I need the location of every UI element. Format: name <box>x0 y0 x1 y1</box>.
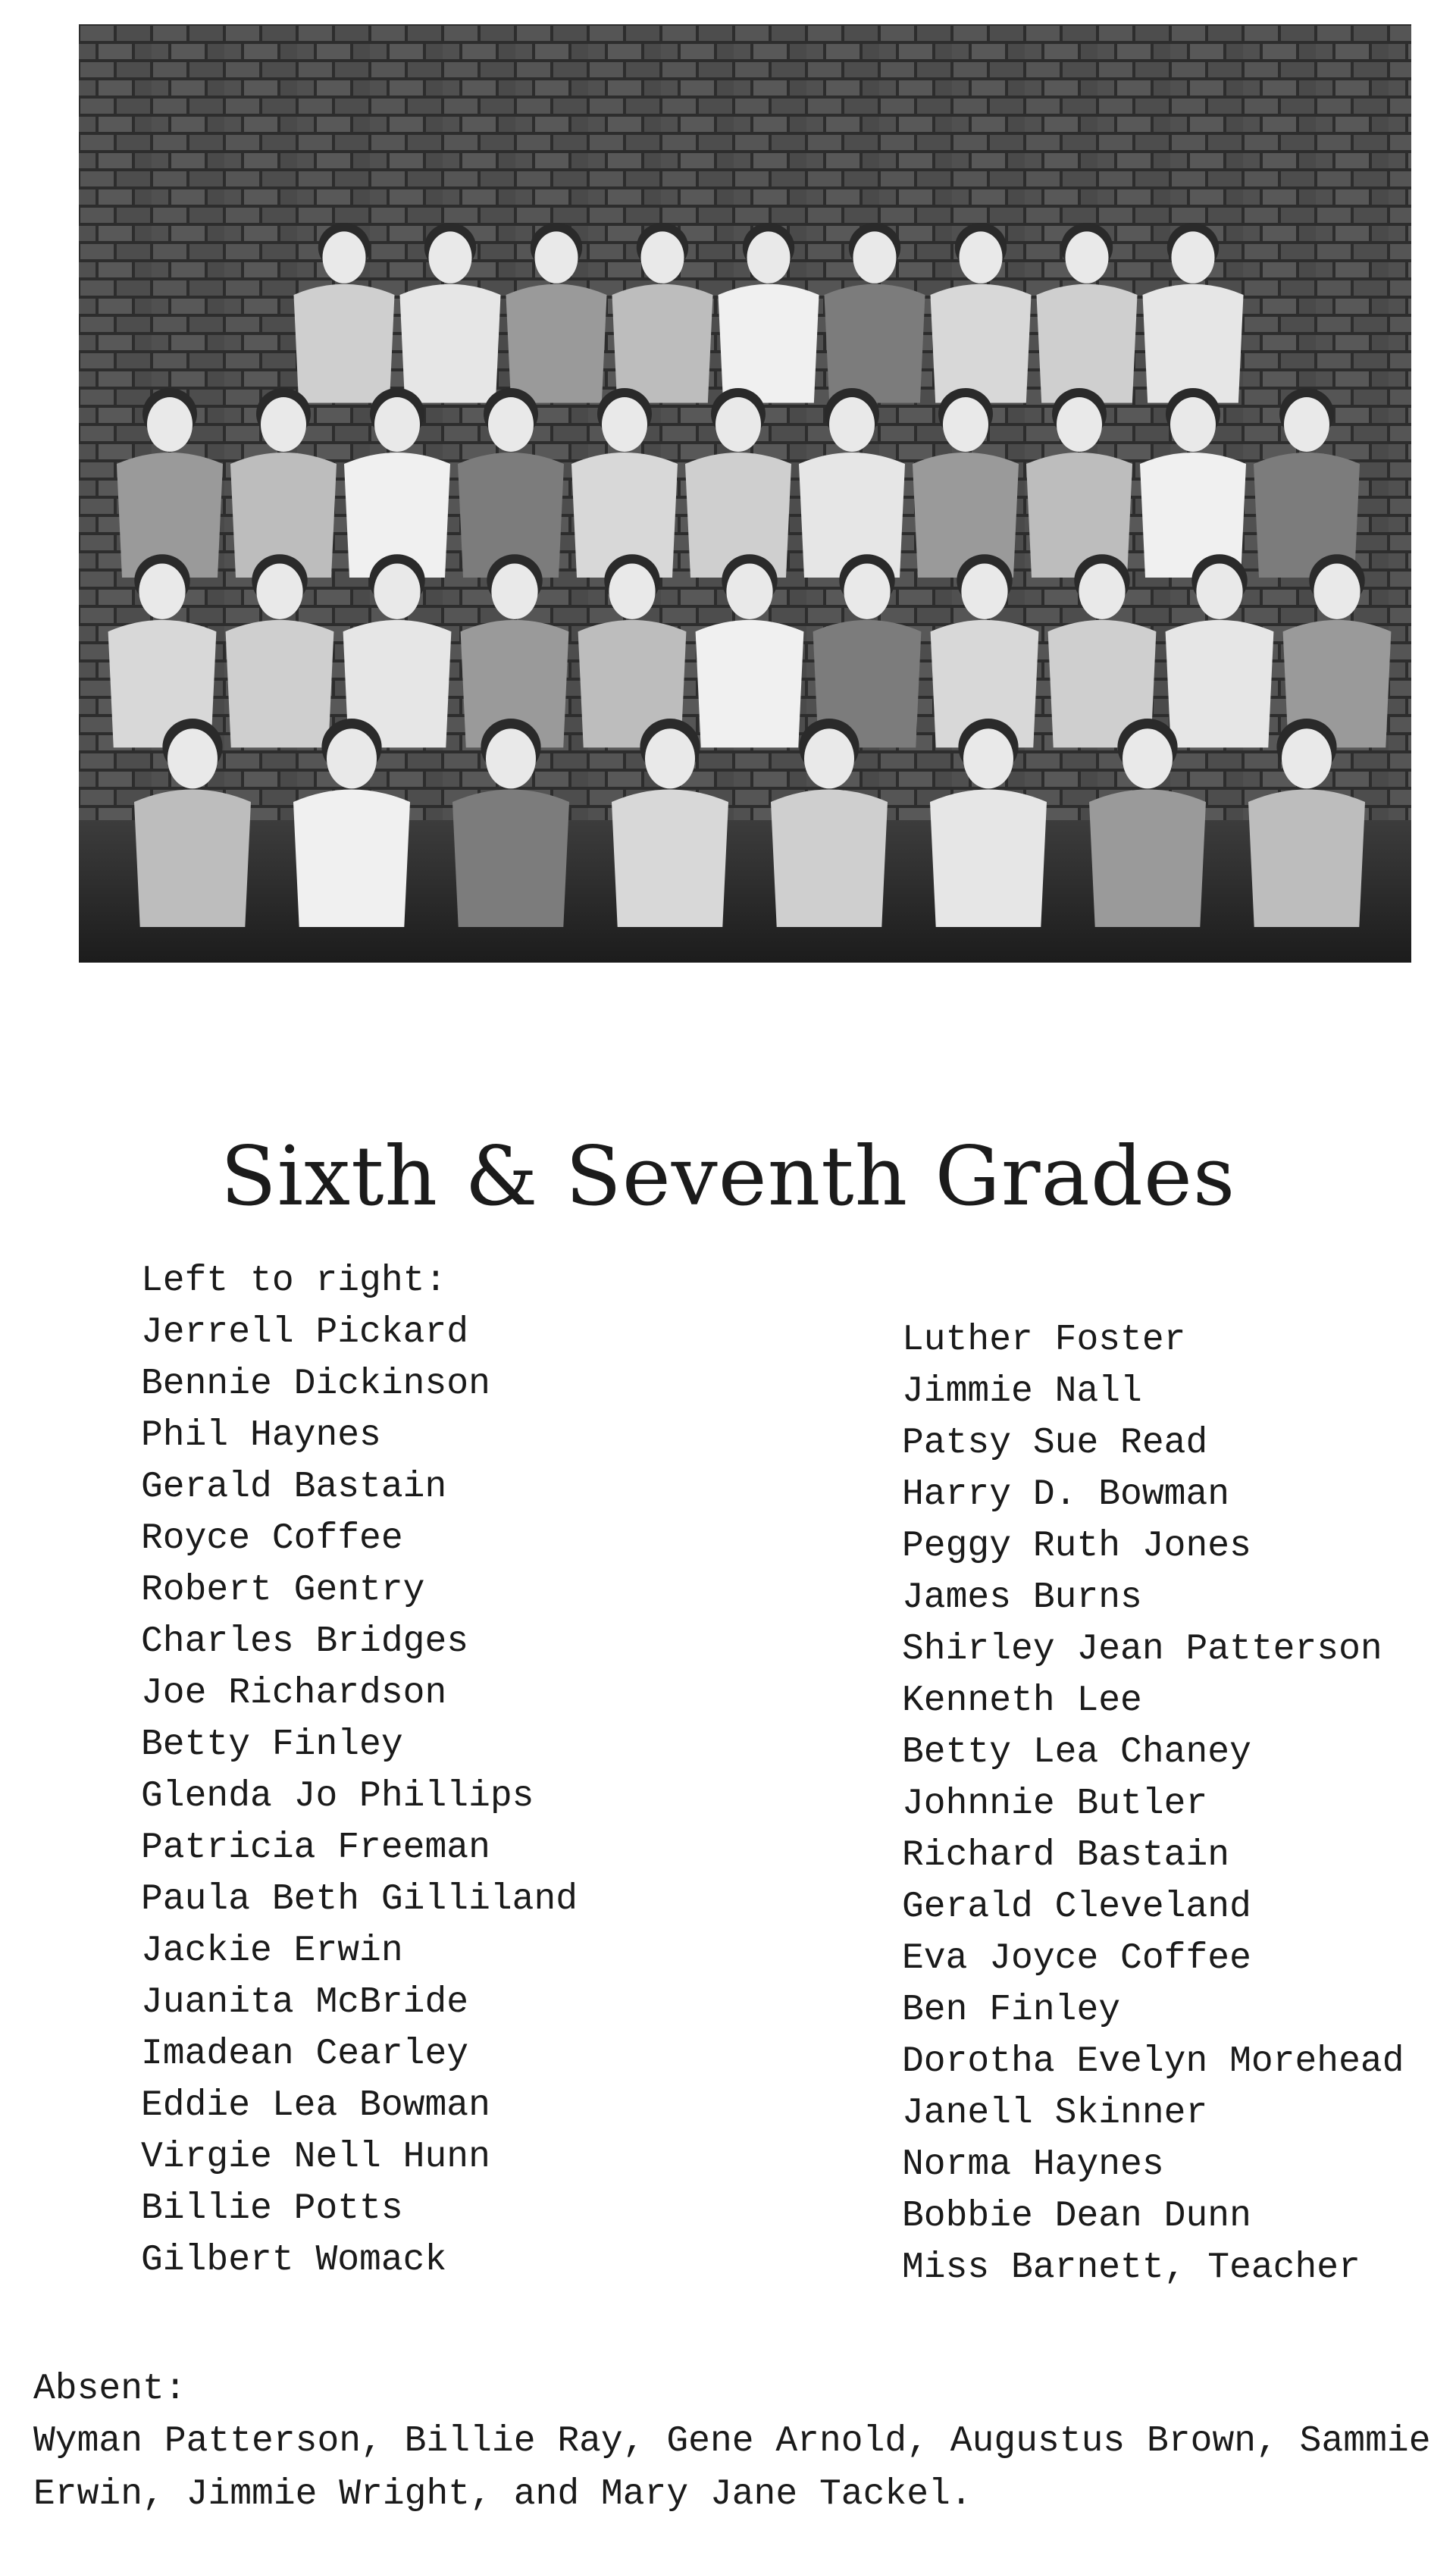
name-entry: Gerald Cleveland <box>902 1887 1251 1928</box>
person-face <box>963 728 1013 788</box>
person-face <box>726 563 772 619</box>
person-face <box>1066 231 1109 283</box>
person-face <box>853 231 897 283</box>
name-entry: Phil Haynes <box>141 1415 381 1456</box>
names-column-left <box>141 1255 578 2286</box>
class-photo <box>79 24 1411 963</box>
person-face <box>1172 231 1215 283</box>
person-body <box>506 284 607 403</box>
person-body <box>1166 620 1274 747</box>
person-face <box>1314 563 1360 619</box>
person-body <box>930 790 1047 928</box>
person-body <box>913 453 1019 578</box>
person-face <box>374 397 420 452</box>
person-face <box>429 231 472 283</box>
person-face <box>844 563 890 619</box>
name-entry: Eva Joyce Coffee <box>902 1938 1251 1979</box>
person-body <box>226 620 334 747</box>
person-body <box>612 790 728 928</box>
person-face <box>747 231 791 283</box>
name-entry: Luther Foster <box>902 1320 1186 1361</box>
person-face <box>1282 728 1332 788</box>
person-face <box>961 563 1007 619</box>
name-entry: Patricia Freeman <box>141 1827 490 1868</box>
person-face <box>1057 397 1102 452</box>
name-entry: Royce Coffee <box>141 1518 403 1559</box>
name-entry: Gerald Bastain <box>141 1467 447 1508</box>
name-entry: Patsy Sue Read <box>902 1423 1208 1464</box>
person-face <box>943 397 988 452</box>
ground <box>79 820 1411 963</box>
person-body <box>1143 284 1244 403</box>
person-body <box>1248 790 1365 928</box>
person-face <box>1284 397 1329 452</box>
person-face <box>486 728 536 788</box>
absent-label: Absent: <box>33 2369 186 2410</box>
name-entry: Dorotha Evelyn Morehead <box>902 2041 1404 2082</box>
person-body <box>1037 284 1138 403</box>
name-entry: Miss Barnett, Teacher <box>902 2247 1360 2288</box>
person-body <box>931 284 1032 403</box>
name-entry: Kenneth Lee <box>902 1680 1142 1721</box>
person-face <box>147 397 193 452</box>
name-entry: Joe Richardson <box>141 1673 447 1714</box>
name-entry: Jackie Erwin <box>141 1931 403 1972</box>
name-entry: Glenda Jo Phillips <box>141 1776 534 1817</box>
name-entry: Billie Potts <box>141 2188 403 2229</box>
person-body <box>771 790 888 928</box>
person-face <box>168 728 218 788</box>
person-face <box>1123 728 1173 788</box>
person-face <box>327 728 377 788</box>
person-body <box>294 284 395 403</box>
name-entry: Harry D. Bowman <box>902 1474 1230 1515</box>
name-entry: Bobbie Dean Dunn <box>902 2196 1251 2237</box>
names-column-right <box>902 1314 1404 2294</box>
name-entry: Shirley Jean Patterson <box>902 1629 1382 1670</box>
person-face <box>609 563 655 619</box>
person-body <box>293 790 410 928</box>
name-entry: Eddie Lea Bowman <box>141 2085 490 2126</box>
name-entry: James Burns <box>902 1577 1142 1618</box>
person-face <box>960 231 1003 283</box>
name-entry: Virgie Nell Hunn <box>141 2137 490 2178</box>
person-face <box>139 563 185 619</box>
person-face <box>1170 397 1216 452</box>
absent-list: Wyman Patterson, Billie Ray, Gene Arnold, Augustus Brown, Sammie Erwin, Jimmie Wright, and Mary Jane Tackel. <box>33 2421 1431 2515</box>
name-entry: Betty Lea Chaney <box>902 1732 1251 1773</box>
name-entry: Bennie Dickinson <box>141 1364 490 1405</box>
person-face <box>1079 563 1125 619</box>
name-entry: Charles Bridges <box>141 1621 469 1662</box>
name-entry: Robert Gentry <box>141 1570 425 1611</box>
person-body <box>696 620 804 747</box>
name-entry: Janell Skinner <box>902 2093 1208 2134</box>
person-face <box>641 231 684 283</box>
person-body <box>400 284 501 403</box>
name-entry: Juanita McBride <box>141 1982 469 2023</box>
person-face <box>1196 563 1242 619</box>
name-entry: Paula Beth Gilliland <box>141 1879 578 1920</box>
person-face <box>715 397 761 452</box>
person-body <box>134 790 251 928</box>
absent-section <box>33 2363 1436 2521</box>
person-body <box>719 284 819 403</box>
person-face <box>645 728 695 788</box>
person-face <box>602 397 647 452</box>
name-entry: Norma Haynes <box>902 2144 1164 2185</box>
person-face <box>535 231 578 283</box>
person-face <box>491 563 537 619</box>
page-title: Sixth & Seventh Grades <box>220 1129 1236 1224</box>
person-face <box>256 563 302 619</box>
person-body <box>452 790 569 928</box>
person-face <box>829 397 875 452</box>
name-entry: Betty Finley <box>141 1724 403 1765</box>
name-entry: Ben Finley <box>902 1990 1121 2031</box>
person-face <box>488 397 534 452</box>
person-face <box>323 231 366 283</box>
person-body <box>825 284 925 403</box>
person-face <box>374 563 420 619</box>
name-entry: Richard Bastain <box>902 1835 1230 1876</box>
name-entry: Gilbert Womack <box>141 2240 447 2281</box>
name-entry: Peggy Ruth Jones <box>902 1526 1251 1567</box>
person-face <box>261 397 306 452</box>
name-entry: Jerrell Pickard <box>141 1312 469 1353</box>
name-entry: Jimmie Nall <box>902 1371 1142 1412</box>
person-body <box>1089 790 1206 928</box>
person-face <box>804 728 854 788</box>
intro-text: Left to right: <box>141 1261 447 1301</box>
person-body <box>612 284 713 403</box>
name-entry: Imadean Cearley <box>141 2034 469 2075</box>
name-entry: Johnnie Butler <box>902 1784 1208 1824</box>
